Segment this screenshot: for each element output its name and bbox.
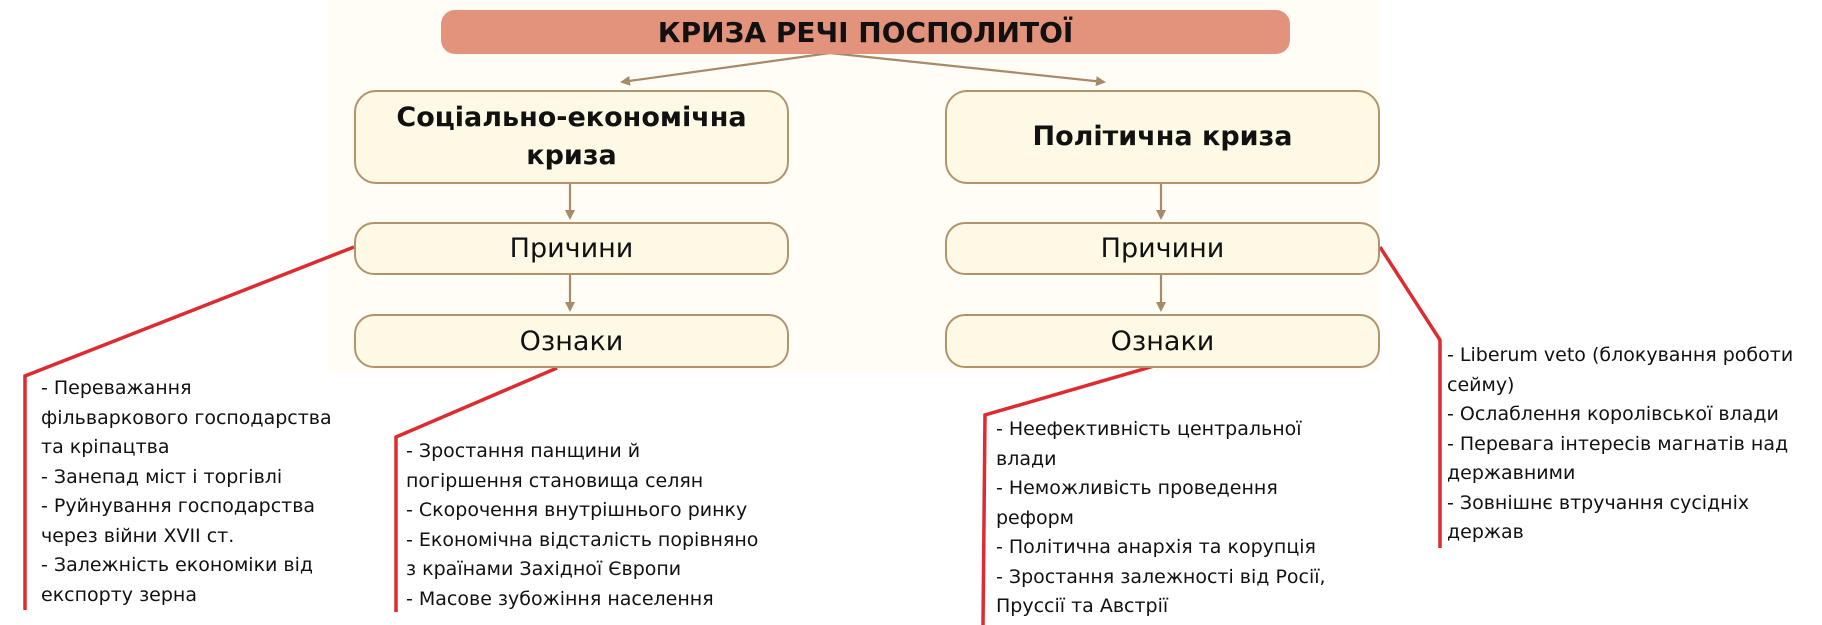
note-line: - Ослаблення королівської влади	[1447, 403, 1779, 425]
right-causes-notes	[1447, 341, 1793, 548]
note-line: - Liberum veto (блокування роботи	[1447, 344, 1794, 366]
note-line: - Економічна відсталість порівняно	[406, 528, 759, 551]
note-line: державними	[1447, 462, 1576, 484]
note-line: - Занепад міст і торгівлі	[41, 465, 283, 488]
right-signs-notes	[996, 415, 1326, 622]
note-line: фільваркового господарства	[41, 406, 332, 429]
note-line: - Неможливість проведення	[996, 477, 1278, 499]
arrow-title-to-right	[830, 53, 1104, 82]
note-line: влади	[996, 447, 1057, 470]
note-line: реформ	[996, 506, 1075, 529]
left-signs-box: Ознаки	[354, 314, 789, 368]
note-line: - Скорочення внутрішнього ринку	[406, 499, 748, 521]
note-line: Пруссії та Австрії	[996, 595, 1169, 617]
note-line: - Залежність економіки від	[41, 554, 314, 576]
left-heading-line1: Соціально-економічна	[396, 102, 747, 133]
note-line: - Зовнішнє втручання сусідніх	[1447, 491, 1750, 514]
note-line: - Зростання залежності від Росії,	[996, 565, 1326, 588]
note-line: та кріпацтва	[41, 436, 170, 458]
note-line: експорту зерна	[41, 583, 197, 606]
note-line: держав	[1447, 521, 1524, 543]
note-line: - Масове зубожіння населення	[406, 587, 714, 610]
left-causes-box: Причини	[354, 222, 789, 275]
left-causes-notes	[41, 374, 332, 610]
diagram-title: КРИЗА РЕЧІ ПОСПОЛИТОЇ	[441, 10, 1290, 54]
note-line: - Переважання	[41, 377, 192, 399]
right-heading-box: Політична криза	[945, 90, 1380, 184]
note-line: - Руйнування господарства	[41, 495, 316, 517]
left-heading-line2: криза	[526, 140, 617, 171]
note-line: через війни XVII ст.	[41, 524, 235, 547]
note-line: погіршення становища селян	[406, 469, 704, 492]
note-line: сейму)	[1447, 373, 1515, 396]
note-line: - Перевага інтересів магнатів над	[1447, 432, 1789, 455]
note-line: - Політична анархія та корупція	[996, 536, 1316, 558]
right-causes-box: Причини	[945, 222, 1380, 275]
note-line: - Неефективність центральної	[996, 418, 1302, 440]
annotation-line-right-causes	[1380, 247, 1440, 548]
arrow-title-to-left	[622, 53, 830, 82]
right-signs-box: Ознаки	[945, 314, 1380, 368]
note-line: - Зростання панщини й	[406, 440, 641, 462]
left-signs-notes	[406, 437, 758, 614]
left-heading-box	[354, 90, 789, 184]
note-line: з країнами Західної Європи	[406, 558, 682, 580]
